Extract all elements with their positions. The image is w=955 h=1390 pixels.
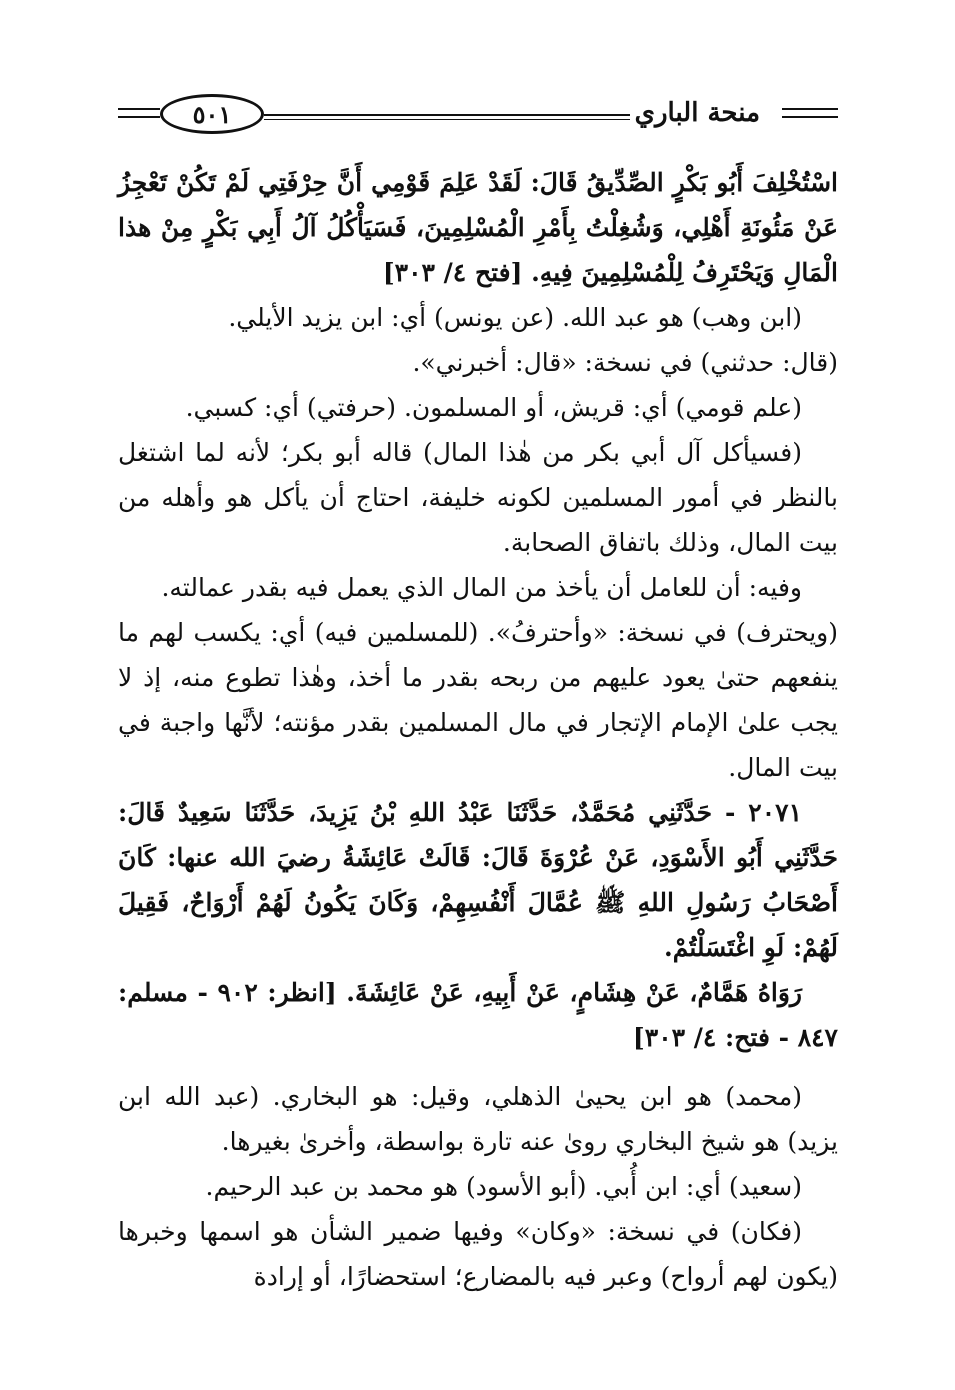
commentary-paragraph: (فكان) في نسخة: «وكان» وفيها ضمير الشأن هو اسمها وخبرها (يكون لهم أرواح) وعبر فيه بالمضارع؛ استحضارًا، أو إرادة [118,1217,838,1291]
header-rule-left-bottom [118,116,160,118]
book-title: منحة الباري [634,98,760,128]
commentary-paragraph: (محمد) هو ابن يحيىٰ الذهلي، وقيل: هو البخاري. (عبد الله ابن يزيد) هو شيخ البخاري روىٰ عنه تارة بواسطة، وأخرىٰ بغيرها. [118,1082,838,1156]
page-body [118,160,838,1299]
commentary-paragraph: (سعيد) أي: ابن أُبي. (أبو الأسود) هو محمد بن عبد الرحيم. [205,1172,802,1201]
commentary-paragraph: (ويحترف) في نسخة: «وأحترفُ». (للمسلمين فيه) أي: يكسب لهم ما ينفعهم حتىٰ يعود عليهم من ربحه بقدر ما أخذ، وهٰذا تطوع منه، إذ لا يجب علىٰ الإمام الإتجار في مال المسلمين بقدر مؤنته؛ لأنَّها واجبة في بيت المال. [118,618,839,782]
commentary-paragraph: (ابن وهب) هو عبد الله. (عن يونس) أي: ابن يزيد الأيلي. [228,303,802,332]
hadith-text: ٢٠٧١ - حَدَّثَنِي مُحَمَّدٌ، حَدَّثَنَا عَبْدُ اللهِ بْنُ يَزِيدَ، حَدَّثَنَا سَعِيدٌ قَالَ: حَدَّثَنِي أَبُو الأَسْوَدِ، عَنْ عُرْوَةَ قَالَ: قَالَتْ عَائِشَةُ رضيَ الله عنها: كَانَ أَصْحَابُ رَسُولِ اللهِ ﷺ عُمَّالَ أَنْفُسِهِمْ، وَكَانَ يَكُونُ لَهُمْ أَرْوَاحٌ، فَقِيلَ لَهُمْ: لَوِ اغْتَسَلْتُمْ. [118,798,838,962]
header-rule-middle [264,114,630,116]
hadith-reference: رَوَاهُ هَمَّامٌ، عَنْ هِشَامٍ، عَنْ أَبِيهِ، عَنْ عَائِشَةَ. [انظر: ٩٠٢ - مسلم: ٨٤٧ - فتح: ٤/ ٣٠٣] [118,978,838,1052]
header-rule-left-top [118,108,160,110]
header-rule-right-top [782,108,838,110]
spacer [118,1060,838,1074]
commentary-paragraph: (علم قومي) أي: قريش، أو المسلمون. (حرفتي) أي: كسبي. [185,393,802,422]
header-rule-right-bottom [782,116,838,118]
hadith-text: اسْتُخْلِفَ أَبُو بَكْرٍ الصِّدِّيقُ قَالَ: لَقَدْ عَلِمَ قَوْمِي أَنَّ حِرْفَتِي لَمْ تَكُنْ تَعْجِزُ عَنْ مَئُونَةِ أَهْلِي، وَشُغِلْتُ بِأَمْرِ الْمُسْلِمِينَ، فَسَيَأْكُلُ آلُ أَبِي بَكْرٍ مِنْ هذا الْمَالِ وَيَحْتَرِفُ لِلْمُسْلِمِينَ فِيهِ. [فتح ٤/ ٣٠٣] [118,168,838,287]
commentary-paragraph: وفيه: أن للعامل أن يأخذ من المال الذي يعمل فيه بقدر عمالته. [161,573,802,602]
page-header [118,88,838,144]
commentary-paragraph: (قال: حدثني) في نسخة: «قال: أخبرني». [412,348,838,377]
header-rule-middle-thin [264,119,630,120]
page-number: ٥٠١ [192,99,232,129]
commentary-paragraph: (فسيأكل آل أبي بكر من هٰذا المال) قاله أبو بكر؛ لأنه لما اشتغل بالنظر في أمور المسلمين لكونه خليفة، احتاج أن يأكل هو وأهله من بيت المال، وذلك باتفاق الصحابة. [118,438,838,557]
page-number-badge [160,94,264,134]
